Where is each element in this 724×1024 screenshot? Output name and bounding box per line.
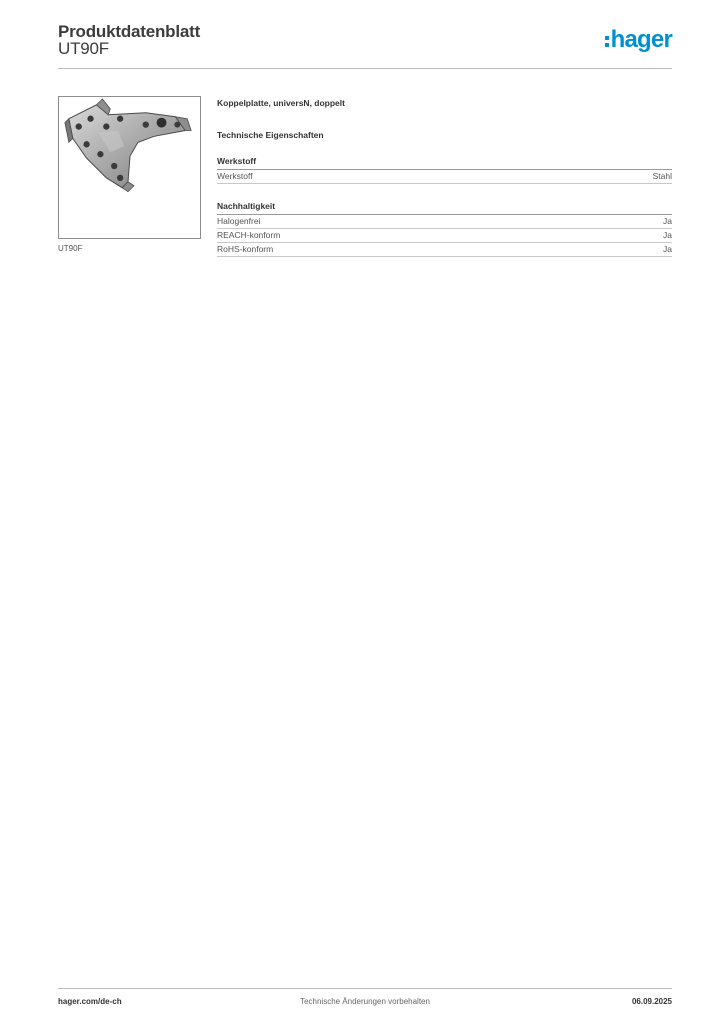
product-image: [58, 96, 201, 239]
footer-website-link[interactable]: hager.com/de-ch: [58, 997, 122, 1006]
product-details: [217, 97, 672, 257]
metal-coupling-plate-photo-icon: [59, 97, 200, 238]
document-title: Produktdatenblatt: [58, 22, 201, 41]
header-divider: [58, 68, 672, 69]
spec-row: [217, 215, 672, 229]
logo-dots-icon: [605, 36, 609, 47]
spec-row: [217, 229, 672, 243]
spec-label: RoHS-konform: [217, 244, 274, 254]
page-header: [58, 22, 672, 68]
spec-row: [217, 170, 672, 184]
spec-group-title: Nachhaltigkeit: [217, 200, 672, 215]
spec-group-werkstoff: [217, 155, 672, 184]
spec-row: [217, 243, 672, 257]
hager-logo: [605, 27, 672, 53]
logo-wordmark: hager: [610, 26, 672, 53]
spec-group-title: Werkstoff: [217, 155, 672, 170]
spec-group-nachhaltigkeit: [217, 200, 672, 257]
spec-value: Ja: [663, 244, 672, 254]
product-code: UT90F: [58, 39, 109, 58]
spec-value: Stahl: [652, 171, 672, 181]
footer-divider: [58, 988, 672, 989]
specs-section-title: Technische Eigenschaften: [217, 130, 324, 140]
spec-label: Halogenfrei: [217, 216, 261, 226]
footer-date: 06.09.2025: [631, 997, 672, 1006]
spec-value: Ja: [663, 230, 672, 240]
spec-label: REACH-konform: [217, 230, 281, 240]
spec-value: Ja: [663, 216, 672, 226]
spec-label: Werkstoff: [217, 171, 253, 181]
page-footer: [58, 997, 672, 1011]
product-name: Koppelplatte, universN, doppelt: [217, 98, 345, 108]
footer-notice: Technische Änderungen vorbehalten: [300, 997, 430, 1006]
image-caption: UT90F: [58, 244, 83, 253]
